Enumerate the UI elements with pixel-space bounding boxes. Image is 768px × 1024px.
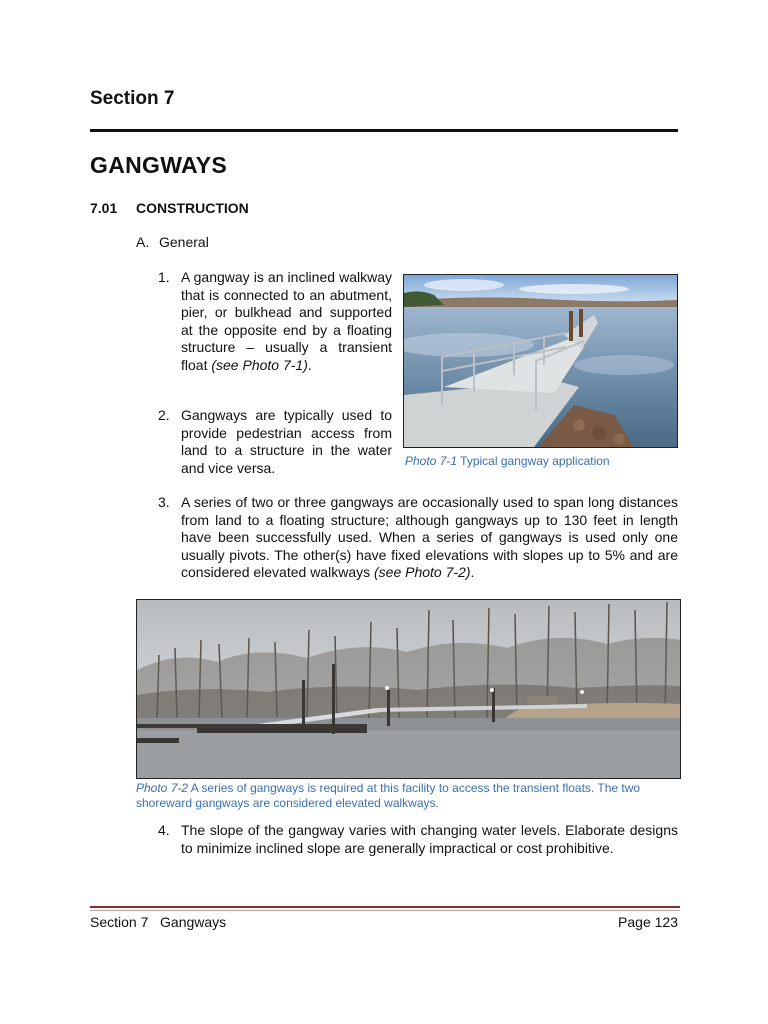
section-heading — [90, 200, 249, 216]
list-item-number: 3. — [158, 494, 170, 510]
list-item-number: 2. — [158, 407, 170, 423]
header-rule — [90, 129, 678, 132]
list-item-3 — [158, 494, 678, 582]
heading-text: CONSTRUCTION — [136, 200, 249, 216]
photo-reference: (see Photo 7-2) — [374, 564, 471, 581]
photo-caption-text: Typical gangway application — [457, 454, 610, 468]
list-item-number: 1. — [158, 269, 170, 285]
footer-rule-thin — [90, 910, 680, 911]
photo-caption-1 — [405, 454, 610, 469]
list-item-1 — [158, 269, 392, 375]
page-title: GANGWAYS — [90, 152, 228, 178]
photo-reference: (see Photo 7-1) — [211, 356, 308, 373]
footer-rule — [90, 906, 680, 908]
list-item-tail: . — [307, 356, 312, 373]
footer-section: Section 7 Gangways — [90, 914, 227, 930]
list-item-text: A series of two or three gangways are occasionally used to span long distances from land to a floating structure; although gangways up to 130 feet in length have been successfully used. When a series of gangways is used only one usually pivots. The other(s) have fixed elevations with slopes up to 5% and are considered elevated walkways — [181, 494, 678, 581]
list-item-2 — [158, 407, 392, 477]
list-item-4 — [158, 822, 678, 857]
list-item-text: Gangways are typically used to provide pedestrian access from land to a structure in the water and vice versa. — [181, 407, 392, 476]
list-item-text: The slope of the gangway varies with changing water levels. Elaborate designs to minimize inclined slope are generally impractical or cost prohibitive. — [181, 822, 678, 856]
photo-label: Photo 7-2 — [136, 781, 189, 795]
section-label: Section 7 — [90, 88, 175, 109]
photo-gangway-dock — [403, 274, 678, 448]
subheading-letter: A. — [136, 234, 150, 250]
photo-caption-text: A series of gangways is required at this facility to access the transient floats. The two shoreward gangways are considered elevated walkways. — [136, 781, 641, 810]
photo-gangway-series — [136, 599, 681, 779]
subheading-text: General — [159, 234, 209, 250]
heading-number: 7.01 — [90, 200, 118, 216]
footer-page-number: Page 123 — [618, 914, 678, 930]
photo-label: Photo 7-1 — [405, 454, 458, 468]
list-item-tail: . — [470, 564, 475, 581]
list-item-number: 4. — [158, 822, 170, 838]
list-item-text: A gangway is an inclined walkway that is connected to an abutment, pier, or bulkhead and supported at the opposite end by a floating structure – usually a transient float — [181, 269, 392, 373]
photo-caption-2 — [136, 781, 681, 811]
subheading — [136, 234, 209, 250]
